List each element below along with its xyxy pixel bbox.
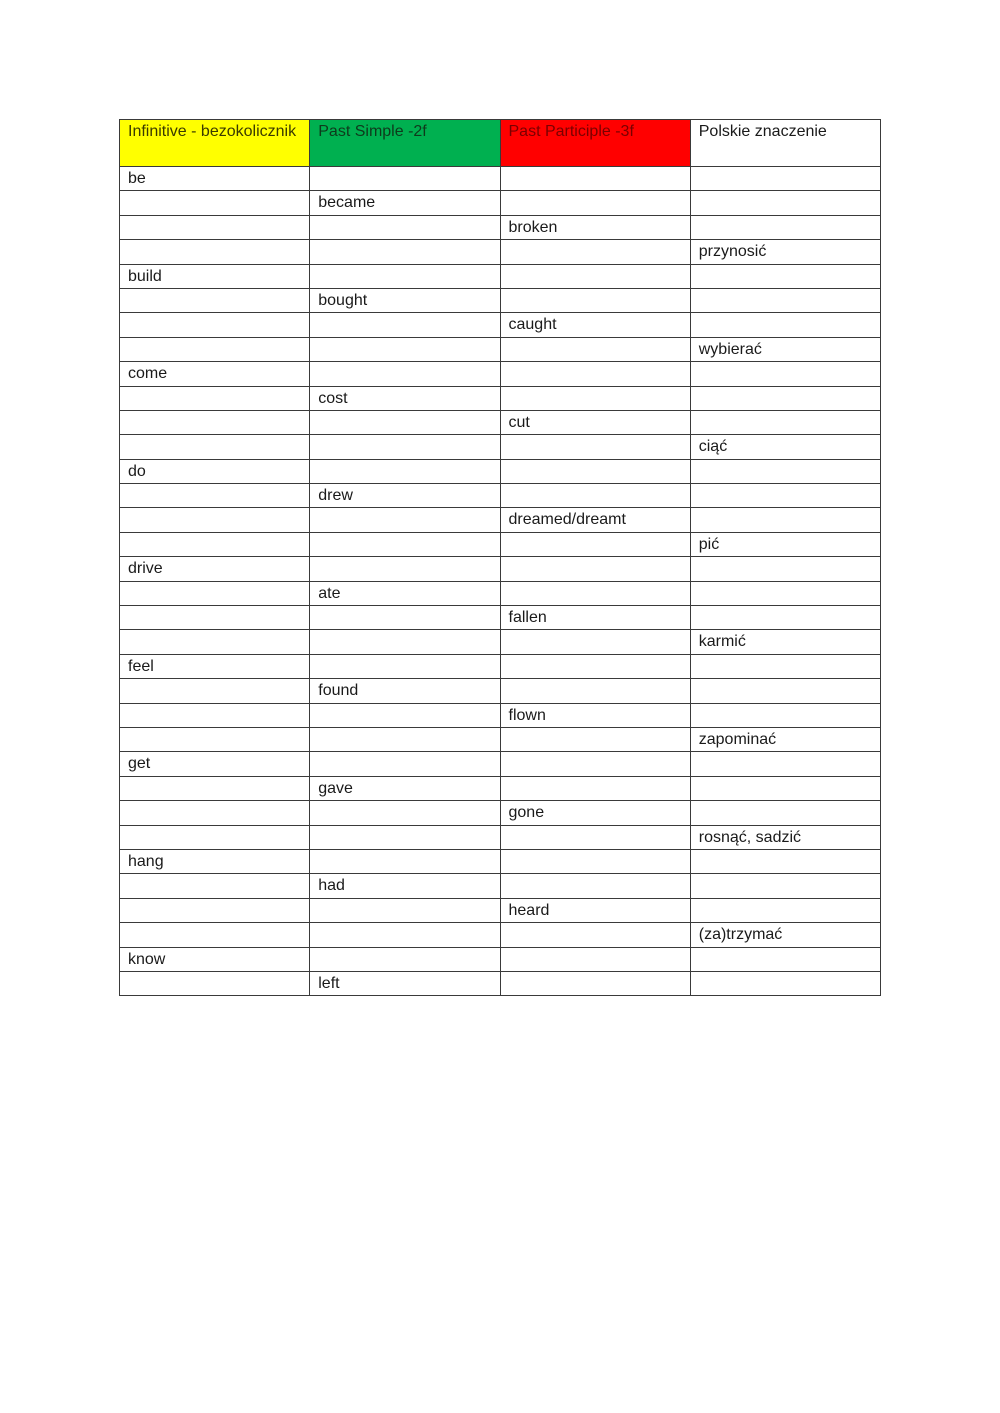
infinitive-cell (120, 630, 310, 654)
polish-meaning-cell (690, 776, 880, 800)
past-participle-cell: broken (500, 215, 690, 239)
table-row (120, 532, 881, 556)
past-simple-cell (310, 727, 500, 751)
infinitive-cell (120, 727, 310, 751)
past-participle-cell (500, 947, 690, 971)
past-simple-cell (310, 313, 500, 337)
polish-meaning-cell (690, 288, 880, 312)
infinitive-cell (120, 923, 310, 947)
past-simple-cell: ate (310, 581, 500, 605)
polish-meaning-cell (690, 971, 880, 995)
past-simple-cell (310, 410, 500, 434)
table-row (120, 508, 881, 532)
past-participle-cell (500, 727, 690, 751)
table-row (120, 874, 881, 898)
infinitive-cell: get (120, 752, 310, 776)
table-row (120, 801, 881, 825)
past-simple-cell (310, 703, 500, 727)
table-row (120, 362, 881, 386)
past-simple-cell (310, 752, 500, 776)
past-simple-cell (310, 898, 500, 922)
past-simple-cell (310, 264, 500, 288)
table-header-row (120, 120, 881, 167)
past-participle-cell (500, 849, 690, 873)
past-simple-cell: gave (310, 776, 500, 800)
past-participle-cell (500, 679, 690, 703)
past-simple-cell (310, 215, 500, 239)
table-row (120, 776, 881, 800)
past-simple-cell: left (310, 971, 500, 995)
infinitive-cell (120, 386, 310, 410)
table-row (120, 703, 881, 727)
polish-meaning-cell (690, 801, 880, 825)
past-simple-cell (310, 606, 500, 630)
past-simple-cell (310, 557, 500, 581)
table-row (120, 167, 881, 191)
infinitive-cell (120, 581, 310, 605)
past-simple-cell (310, 825, 500, 849)
past-participle-cell (500, 484, 690, 508)
past-participle-cell (500, 630, 690, 654)
header-infinitive: Infinitive - bezokolicznik (120, 120, 310, 167)
past-participle-cell (500, 776, 690, 800)
polish-meaning-cell (690, 167, 880, 191)
polish-meaning-cell (690, 386, 880, 410)
table-row (120, 435, 881, 459)
infinitive-cell (120, 313, 310, 337)
infinitive-cell (120, 874, 310, 898)
past-simple-cell (310, 167, 500, 191)
past-simple-cell: became (310, 191, 500, 215)
table-row (120, 849, 881, 873)
polish-meaning-cell: wybierać (690, 337, 880, 361)
past-simple-cell (310, 240, 500, 264)
past-simple-cell: bought (310, 288, 500, 312)
table-row (120, 215, 881, 239)
infinitive-cell: be (120, 167, 310, 191)
polish-meaning-cell (690, 654, 880, 678)
polish-meaning-cell (690, 557, 880, 581)
infinitive-cell (120, 410, 310, 434)
past-simple-cell (310, 801, 500, 825)
table-row (120, 606, 881, 630)
infinitive-cell (120, 337, 310, 361)
past-simple-cell (310, 654, 500, 678)
polish-meaning-cell: przynosić (690, 240, 880, 264)
polish-meaning-cell (690, 679, 880, 703)
infinitive-cell (120, 606, 310, 630)
table-body (120, 167, 881, 996)
polish-meaning-cell (690, 191, 880, 215)
infinitive-cell (120, 825, 310, 849)
past-participle-cell (500, 264, 690, 288)
polish-meaning-cell (690, 215, 880, 239)
infinitive-cell (120, 532, 310, 556)
polish-meaning-cell (690, 947, 880, 971)
infinitive-cell (120, 703, 310, 727)
past-participle-cell (500, 581, 690, 605)
polish-meaning-cell (690, 752, 880, 776)
header-past-simple: Past Simple -2f (310, 120, 500, 167)
table-row (120, 191, 881, 215)
past-simple-cell (310, 362, 500, 386)
past-participle-cell (500, 386, 690, 410)
past-simple-cell: drew (310, 484, 500, 508)
polish-meaning-cell (690, 898, 880, 922)
infinitive-cell: build (120, 264, 310, 288)
table-row (120, 557, 881, 581)
past-participle-cell (500, 825, 690, 849)
polish-meaning-cell (690, 410, 880, 434)
past-participle-cell (500, 288, 690, 312)
table-row (120, 971, 881, 995)
past-simple-cell (310, 849, 500, 873)
polish-meaning-cell: pić (690, 532, 880, 556)
polish-meaning-cell (690, 459, 880, 483)
infinitive-cell: do (120, 459, 310, 483)
polish-meaning-cell (690, 606, 880, 630)
past-participle-cell (500, 459, 690, 483)
polish-meaning-cell: ciąć (690, 435, 880, 459)
table-row (120, 264, 881, 288)
polish-meaning-cell (690, 313, 880, 337)
polish-meaning-cell: karmić (690, 630, 880, 654)
past-participle-cell (500, 557, 690, 581)
past-simple-cell: found (310, 679, 500, 703)
past-participle-cell: flown (500, 703, 690, 727)
past-participle-cell: cut (500, 410, 690, 434)
past-simple-cell (310, 337, 500, 361)
past-participle-cell (500, 923, 690, 947)
past-participle-cell: gone (500, 801, 690, 825)
past-participle-cell (500, 337, 690, 361)
polish-meaning-cell (690, 484, 880, 508)
past-participle-cell (500, 240, 690, 264)
polish-meaning-cell (690, 508, 880, 532)
table-row (120, 288, 881, 312)
past-participle-cell: dreamed/dreamt (500, 508, 690, 532)
past-participle-cell (500, 971, 690, 995)
table-row (120, 386, 881, 410)
infinitive-cell (120, 679, 310, 703)
table-row (120, 679, 881, 703)
table-row (120, 459, 881, 483)
polish-meaning-cell (690, 849, 880, 873)
infinitive-cell: know (120, 947, 310, 971)
past-simple-cell (310, 947, 500, 971)
past-simple-cell: had (310, 874, 500, 898)
table-row (120, 581, 881, 605)
past-simple-cell (310, 532, 500, 556)
polish-meaning-cell (690, 581, 880, 605)
past-simple-cell (310, 435, 500, 459)
table-row (120, 484, 881, 508)
past-participle-cell (500, 362, 690, 386)
polish-meaning-cell: (za)trzymać (690, 923, 880, 947)
past-participle-cell (500, 874, 690, 898)
header-past-participle: Past Participle -3f (500, 120, 690, 167)
infinitive-cell (120, 435, 310, 459)
infinitive-cell (120, 971, 310, 995)
table-row (120, 654, 881, 678)
table-row (120, 240, 881, 264)
past-participle-cell: heard (500, 898, 690, 922)
infinitive-cell (120, 801, 310, 825)
infinitive-cell (120, 215, 310, 239)
infinitive-cell: drive (120, 557, 310, 581)
table-row (120, 313, 881, 337)
past-participle-cell (500, 654, 690, 678)
infinitive-cell: feel (120, 654, 310, 678)
infinitive-cell (120, 240, 310, 264)
past-simple-cell: cost (310, 386, 500, 410)
polish-meaning-cell (690, 362, 880, 386)
infinitive-cell: hang (120, 849, 310, 873)
past-simple-cell (310, 508, 500, 532)
table-row (120, 898, 881, 922)
past-participle-cell (500, 532, 690, 556)
past-participle-cell (500, 752, 690, 776)
polish-meaning-cell: rosnąć, sadzić (690, 825, 880, 849)
infinitive-cell (120, 508, 310, 532)
past-participle-cell (500, 167, 690, 191)
past-participle-cell: fallen (500, 606, 690, 630)
polish-meaning-cell (690, 874, 880, 898)
table-row (120, 410, 881, 434)
header-polish-meaning: Polskie znaczenie (690, 120, 880, 167)
past-simple-cell (310, 923, 500, 947)
table-row (120, 630, 881, 654)
infinitive-cell (120, 191, 310, 215)
past-simple-cell (310, 459, 500, 483)
past-participle-cell: caught (500, 313, 690, 337)
table-row (120, 825, 881, 849)
table-row (120, 752, 881, 776)
polish-meaning-cell: zapominać (690, 727, 880, 751)
irregular-verbs-table (119, 119, 881, 996)
past-simple-cell (310, 630, 500, 654)
table-row (120, 923, 881, 947)
infinitive-cell: come (120, 362, 310, 386)
polish-meaning-cell (690, 264, 880, 288)
past-participle-cell (500, 191, 690, 215)
polish-meaning-cell (690, 703, 880, 727)
past-participle-cell (500, 435, 690, 459)
table-row (120, 727, 881, 751)
infinitive-cell (120, 898, 310, 922)
table-row (120, 947, 881, 971)
infinitive-cell (120, 484, 310, 508)
infinitive-cell (120, 288, 310, 312)
table-row (120, 337, 881, 361)
infinitive-cell (120, 776, 310, 800)
